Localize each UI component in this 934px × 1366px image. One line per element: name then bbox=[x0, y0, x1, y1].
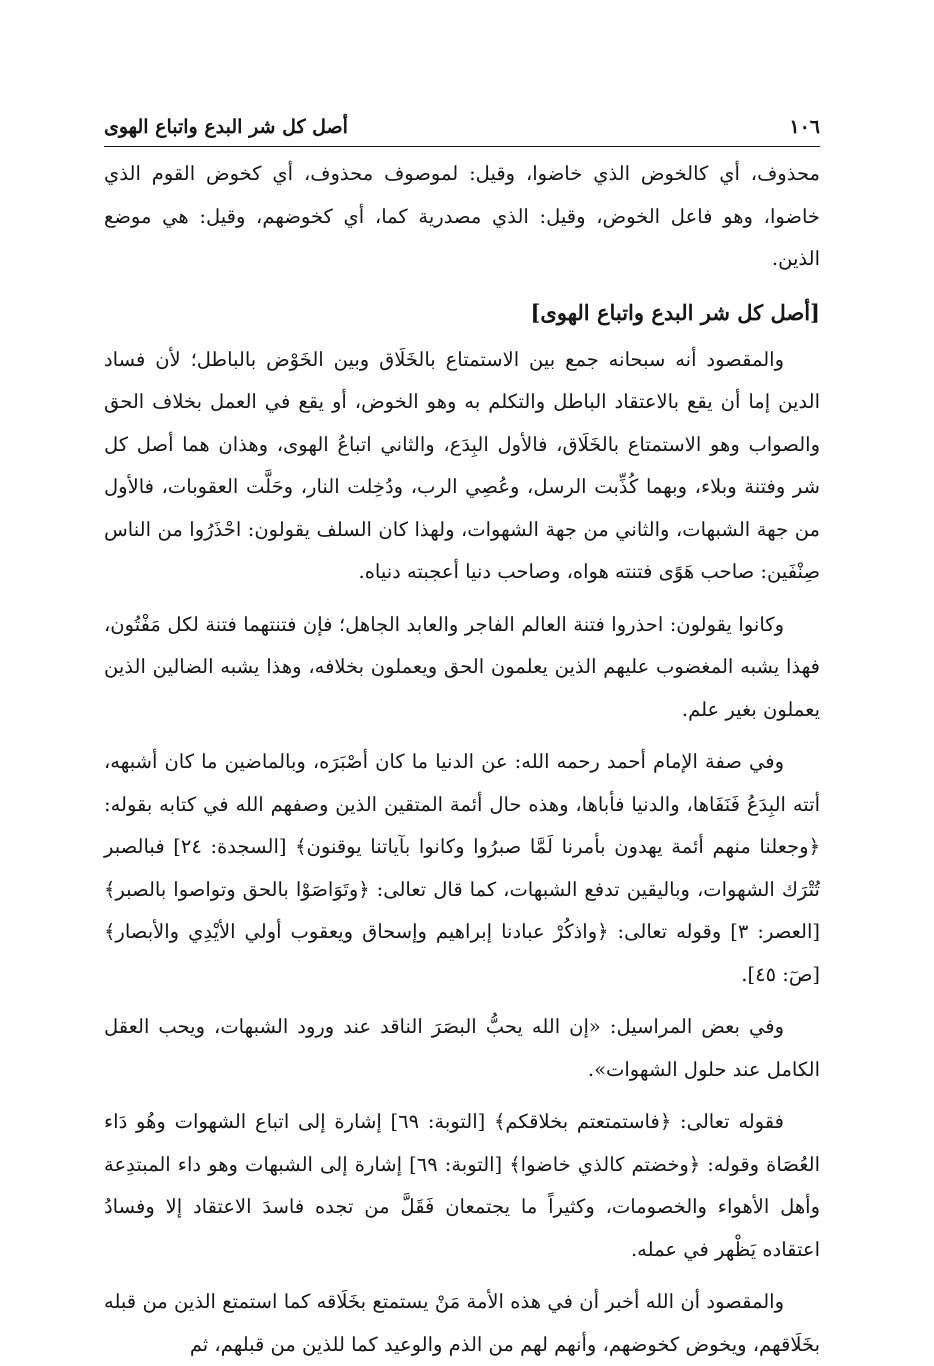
paragraph: والمقصود أن الله أخبر أن في هذه الأمة مَنْ يستمتع بخَلَاقه كما استمتع الذين من قبله بخَلَاقهم، ويخوض كخوضهم، وأنهم لهم من الذم والوعيد كما للذين من قبلهم، ثم bbox=[104, 1290, 820, 1356]
running-title: أصل كل شر البدع واتباع الهوى bbox=[104, 116, 348, 138]
paragraph: وكانوا يقولون: احذروا فتنة العالم الفاجر والعابد الجاهل؛ فإن فتنتهما فتنة لكل مَفْتُون، فهذا يشبه المغضوب عليهم الذين يعلمون الحق ويعملون بخلافه، وهذا يشبه الضالين الذين يعملون بغير علم. bbox=[104, 612, 820, 721]
paragraph: وفي بعض المراسيل: «إن الله يحبُّ البصَرَ الناقد عند ورود الشبهات، ويحب العقل الكامل عند حلول الشهوات». bbox=[104, 1015, 820, 1081]
section-heading: [أصل كل شر البدع واتباع الهوى] bbox=[530, 299, 820, 325]
running-header bbox=[104, 108, 820, 147]
paragraph: فقوله تعالى: ﴿فاستمتعتم بخلاقكم﴾ [التوبة: ٦٩] إشارة إلى اتباع الشهوات وهُو دَاء العُصَاة وقوله: ﴿وخضتم كالذي خاضوا﴾ [التوبة: ٦٩] إشارة إلى الشبهات وهو داء المبتدِعة وأهل الأهواء والخصومات، وكثيراً ما يجتمعان فَقَلَّ من تجده فاسدَ الاعتقاد إلا وفسادُ اعتقاده يَظْهر في عمله. bbox=[104, 1110, 820, 1261]
page-number: ١٠٦ bbox=[789, 116, 820, 138]
paragraph: والمقصود أنه سبحانه جمع بين الاستمتاع بالخَلَاق وبين الخَوْض بالباطل؛ لأن فساد الدين إما أن يقع بالاعتقاد الباطل والتكلم به وهو الخوض، أو يقع في العمل بخلاف الحق والصواب وهو الاستمتاع بالخَلَاق، فالأول البِدَع، والثاني اتباعُ الهوى، وهذان هما أصل كل شر وفتنة وبلاء، وبهما كُذِّبت الرسل، وعُصِي الرب، ودُخِلت النار، وحَلَّت العقوبات، فالأول من جهة الشبهات، والثاني من جهة الشهوات، ولهذا كان السلف يقولون: احْذَرُوا من الناس صِنْفَين: صاحب هَوًى فتنته هواه، وصاحب دنيا أعجبته دنياه. bbox=[104, 347, 820, 583]
paragraph: وفي صفة الإمام أحمد رحمه الله: عن الدنيا ما كان أصْبَرَه، وبالماضين ما كان أشبهه، أتته البِدَعُ فَنَفَاها، والدنيا فأباها، وهذه حال أئمة المتقين الذين وصفهم الله في كتابه بقوله: ﴿وجعلنا منهم أئمة يهدون بأمرنا لَمَّا صبرُوا وكانوا بآياتنا يوقنون﴾ [السجدة: ٢٤] فبالصبر تُتْرَك الشهوات، وباليقين تدفع الشبهات، كما قال تعالى: ﴿وتَوَاصَوْا بالحق وتواصوا بالصبر﴾ [العصر: ٣] وقوله تعالى: ﴿واذكُرْ عبادنا إبراهيم وإسحاق ويعقوب أولي الأيْدِي والأبصار﴾ [صٓ: ٤٥]. bbox=[104, 750, 820, 986]
paragraph-continuation: محذوف، أي كالخوض الذي خاضوا، وقيل: لموصوف محذوف، أي كخوض القوم الذي خاضوا، وهو فاعل الخوض، وقيل: الذي مصدرية كما، أي كخوضهم، وقيل: هي موضع الذين. bbox=[104, 162, 820, 270]
